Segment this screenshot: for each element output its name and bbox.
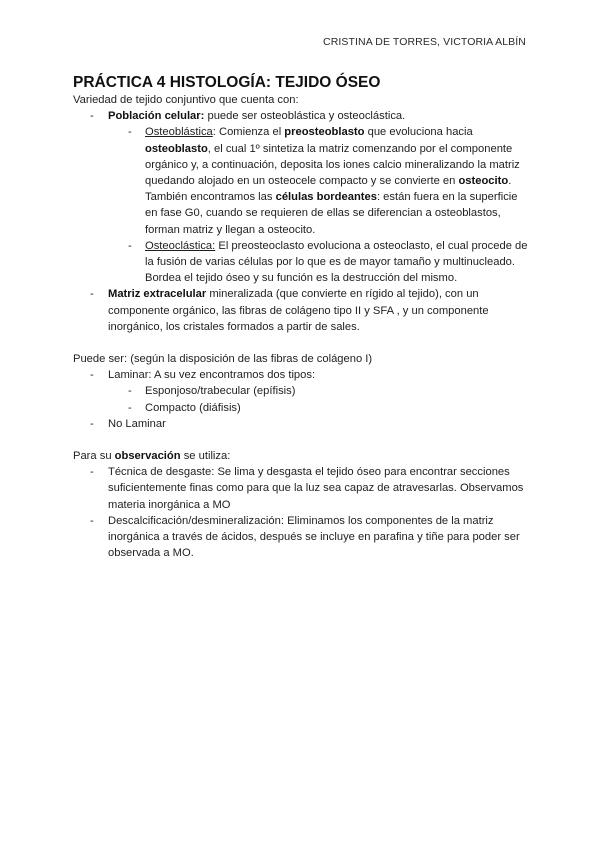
no-laminar-text: No Laminar xyxy=(108,417,166,430)
compacto-text: Compacto (diáfisis) xyxy=(145,401,241,414)
list-item-compacto xyxy=(73,400,533,416)
bullet-dash: - xyxy=(128,126,132,139)
puede-ser-intro: Puede ser: (según la disposición de las fibras de colágeno I) xyxy=(73,353,373,366)
osteoblastica-text: : Comienza el xyxy=(212,126,285,139)
term-osteoblasto: osteoblasto xyxy=(145,142,208,155)
term-osteocito: osteocito xyxy=(458,175,509,188)
term-preosteoblasto: preosteoblasto xyxy=(284,126,365,139)
bullet-dash: - xyxy=(90,110,94,123)
osteoblastica-text: que evoluciona hacia xyxy=(364,126,473,139)
esponjoso-text: Esponjoso/trabecular (epífisis) xyxy=(145,385,296,398)
descalcificacion-text: Descalcificación/desmineralización: Eliminamos los componentes de la matriz inorgánica a través de ácidos, después se incluye en parafina y tiñe para poder ser observada a MO. xyxy=(108,514,520,560)
celulas-bordeantes-paragraph xyxy=(73,189,533,238)
observacion-text: se utiliza: xyxy=(180,450,231,463)
osteoclastica-text: El preosteoclasto evoluciona a osteoclasto, el cual procede de la fusión de varias células por lo que es de mayor tamaño y multinucleado. Bordea el tejido óseo y su función es la destrucción del mismo. xyxy=(145,239,528,285)
bordeantes-text: También encontramos las xyxy=(145,191,276,204)
list-item-esponjoso xyxy=(73,383,533,399)
bullet-dash: - xyxy=(90,417,94,430)
list-item-matriz-extracelular xyxy=(73,286,533,335)
osteoclastica-label: Osteoclástica: xyxy=(145,239,216,252)
observacion-text: Para su xyxy=(73,450,115,463)
bullet-dash: - xyxy=(90,514,94,527)
list-item-laminar xyxy=(73,367,533,383)
osteoblastica-label: Osteoblástica xyxy=(145,126,213,139)
list-item-no-laminar xyxy=(73,416,533,432)
osteoblastica-text: . xyxy=(508,175,512,188)
list-item-osteoclastica xyxy=(73,238,533,287)
poblacion-label: Población celular: xyxy=(108,110,205,123)
matriz-text: mineralizada (que convierte en rígido al tejido), con un componente orgánico, las fibras de colágeno tipo II y SFA , y un componente inorgánico, los cristales formados a partir de sales. xyxy=(108,288,489,333)
list-item-poblacion-celular xyxy=(73,108,533,124)
matriz-label: Matriz extracelular xyxy=(108,288,207,301)
document-header-authors: CRISTINA DE TORRES, VICTORIA ALBÍN xyxy=(323,36,526,48)
bordeantes-text: : están fuera en la superficie en fase G0, cuando se requieren de ellas se diferencian a osteoblastos, forman matriz y llegan a osteocito. xyxy=(145,191,518,236)
list-item-tecnica-desgaste xyxy=(73,464,533,513)
laminar-text: Laminar: A su vez encontramos dos tipos: xyxy=(108,369,316,382)
list-item-descalcificacion xyxy=(73,513,533,562)
bullet-dash: - xyxy=(90,466,94,479)
intro-text: Variedad de tejido conjuntivo que cuenta con: xyxy=(73,94,299,106)
poblacion-text: puede ser osteoblástica y osteoclástica. xyxy=(204,110,406,123)
document-body xyxy=(73,92,533,561)
bullet-dash: - xyxy=(128,385,132,398)
term-celulas-bordeantes: células bordeantes xyxy=(275,191,377,204)
bullet-dash: - xyxy=(90,288,94,301)
bullet-dash: - xyxy=(128,239,132,252)
term-observacion: observación xyxy=(114,450,181,463)
document-title: PRÁCTICA 4 HISTOLOGÍA: TEJIDO ÓSEO xyxy=(73,74,381,91)
osteoblastica-text: , el cual 1º sintetiza la matriz comenzando por el componente orgánico y, a continuación, deposita los iones calcio mineralizando la matriz quedando alojado en un osteocele compacto y se convierte en xyxy=(145,142,520,188)
tecnica-desgaste-text: Técnica de desgaste: Se lima y desgasta el tejido óseo para encontrar secciones suficientemente finas como para que la luz sea capaz de atravesarlas. Observamos materia inorgánica a MO xyxy=(108,466,524,511)
list-item-osteoblastica xyxy=(73,124,533,189)
bullet-dash: - xyxy=(90,369,94,382)
bullet-dash: - xyxy=(128,401,132,414)
observacion-intro xyxy=(73,448,533,464)
